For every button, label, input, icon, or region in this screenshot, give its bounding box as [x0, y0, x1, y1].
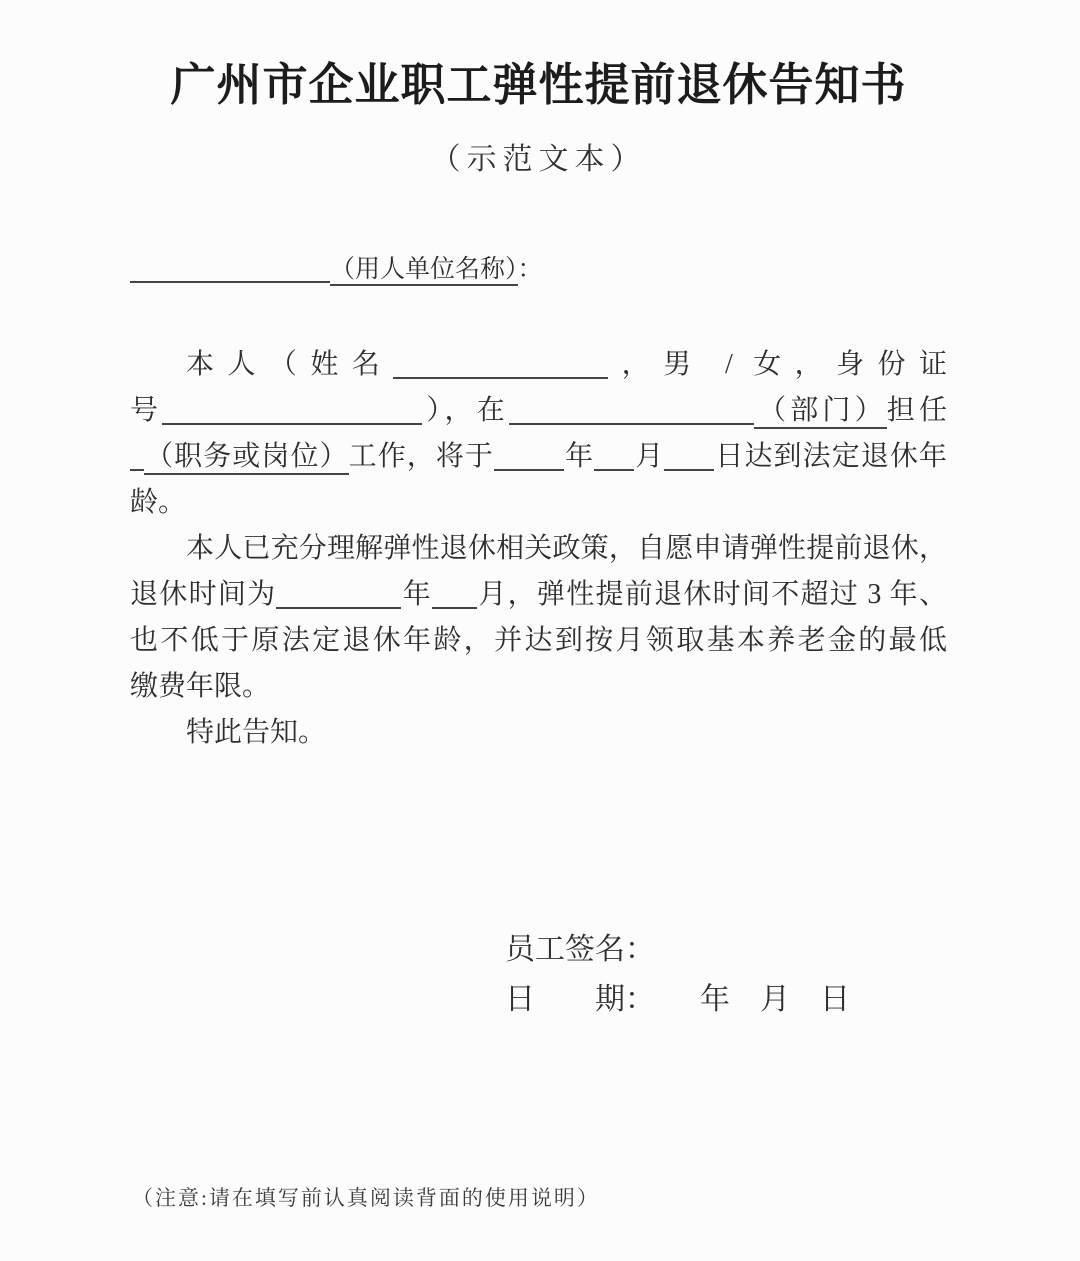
document-subtitle: （示范文本）: [430, 143, 647, 176]
para1-line2: [130, 388, 947, 434]
para1-text: 月: [634, 441, 665, 472]
para1-text: 年: [564, 441, 595, 472]
para1-text: 龄。: [130, 487, 187, 518]
document-body: [130, 342, 947, 756]
addressee-line: [130, 250, 947, 290]
para1-text: 担任: [886, 395, 947, 426]
employee-signature-label: 员工签名：: [505, 933, 655, 966]
department-label: （部门）: [754, 395, 887, 429]
closing-text: 特此告知。: [186, 717, 327, 748]
para2-text: 年: [401, 579, 433, 610]
retire-month-blank: [432, 577, 477, 609]
document-title: 广州市企业职工弹性提前退休告知书: [170, 60, 907, 110]
para2-line1: [130, 526, 947, 572]
para1-text: 号: [130, 395, 163, 426]
signature-date-line: 日 期： 年 月 日: [505, 983, 850, 1016]
para2-line2: [130, 572, 947, 618]
para1-line1: [130, 342, 947, 388]
para1-text: ），在: [422, 395, 509, 426]
statutory-month-blank: [594, 439, 634, 471]
name-blank: [393, 347, 608, 379]
para2-text: 月，弹性提前退休时间不超过 3 年、: [477, 579, 947, 610]
para1-line3: [130, 434, 947, 480]
employer-name-label: （用人单位名称）: [330, 256, 518, 286]
signature-block: [505, 925, 947, 1025]
position-blank-stub: [130, 439, 144, 471]
employer-name-blank: [130, 251, 330, 283]
retire-year-blank: [276, 577, 401, 609]
para2-line3: [130, 618, 947, 664]
para2-text: 本人已充分理解弹性退休相关政策，自愿申请弹性提前退休，: [186, 533, 947, 564]
footer-note: （注意:请在填写前认真阅读背面的使用说明）: [132, 1186, 600, 1210]
para1-text: 本人（姓名: [186, 349, 394, 380]
para1-text: 日达到法定退休年: [714, 441, 947, 472]
department-blank: [509, 393, 754, 425]
id-number-blank: [162, 393, 422, 425]
para1-text: ，男 / 女，身份证: [608, 349, 947, 380]
para2-line4: [130, 664, 947, 710]
statutory-year-blank: [494, 439, 564, 471]
para1-text: 工作，将于: [348, 441, 495, 472]
closing-line: [130, 710, 947, 756]
para2-text: 也不低于原法定退休年龄，并达到按月领取基本养老金的最低: [130, 625, 947, 656]
statutory-day-blank: [664, 439, 714, 471]
para1-line4: [130, 480, 947, 526]
position-label: （职务或岗位）: [144, 441, 349, 475]
addressee-colon: ：: [517, 256, 543, 283]
para2-text: 缴费年限。: [130, 671, 271, 702]
para2-text: 退休时间为: [130, 579, 277, 610]
